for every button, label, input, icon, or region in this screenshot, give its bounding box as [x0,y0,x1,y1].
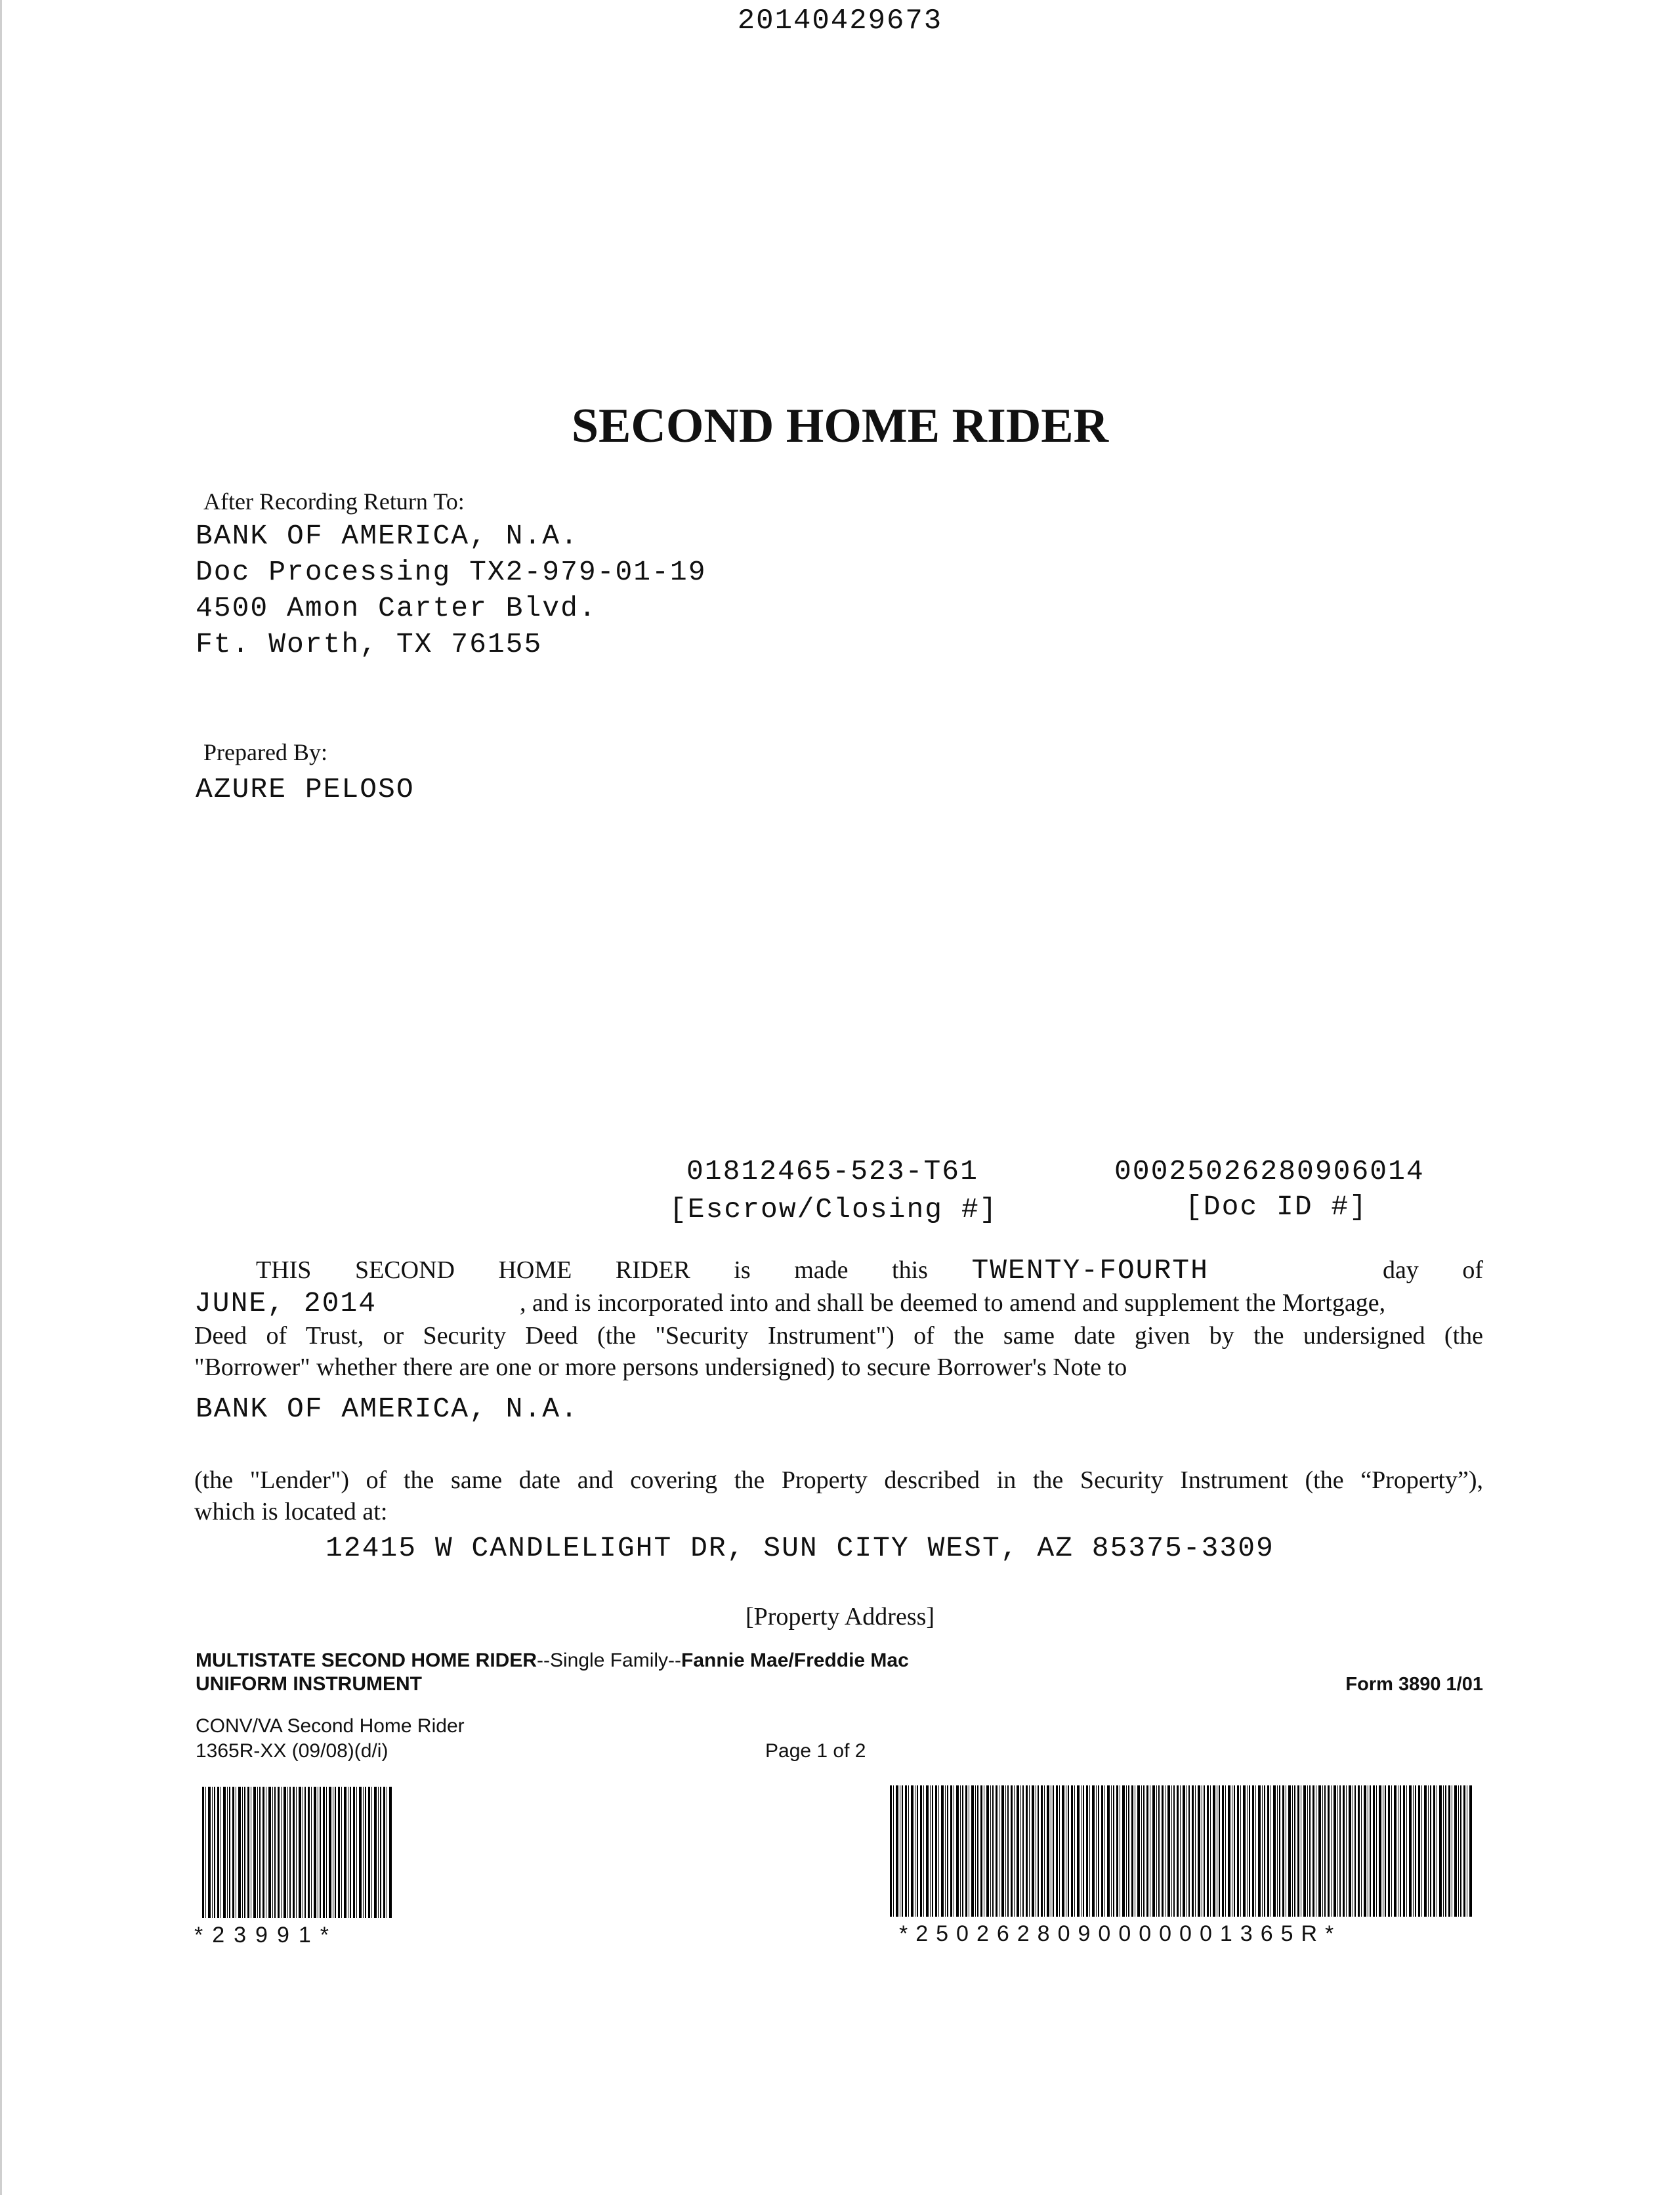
document-title: SECOND HOME RIDER [571,399,1109,453]
word: made [794,1256,849,1284]
form-line-1: CONV/VA Second Home Rider [196,1715,465,1737]
footer-title-part: Fannie Mae/Freddie Mac [681,1650,909,1671]
record-number: 20140429673 [737,5,943,37]
paragraph-line-4: "Borrower" whether there are one or more persons undersigned) to secure Borrower's Note to [194,1353,1127,1381]
return-to-label: After Recording Return To: [203,488,465,515]
word: of [1462,1256,1483,1284]
form-line-2: 1365R-XX (09/08)(d/i) [196,1740,388,1762]
return-to-line-1: BANK OF AMERICA, N.A. [196,520,579,552]
word: this [892,1256,928,1284]
word: is [734,1256,751,1284]
property-address-label: [Property Address] [745,1603,935,1630]
paragraph-text: , and is incorporated into and shall be deemed to amend and supplement the Mortgage, [520,1289,1386,1317]
footer-form-title [196,1649,909,1696]
prepared-by-name: AZURE PELOSO [196,773,415,805]
return-to-line-3: 4500 Amon Carter Blvd. [196,592,597,624]
paragraph-line-2 [194,1288,1483,1319]
return-to-line-2: Doc Processing TX2-979-01-19 [196,556,707,588]
property-address: 12415 W CANDLELIGHT DR, SUN CITY WEST, AZ 85375-3309 [326,1532,1274,1564]
word: HOME [498,1256,572,1284]
day-value: TWENTY-FOURTH [971,1254,1209,1287]
word: day [1382,1256,1419,1284]
word: RIDER [615,1256,690,1284]
barcode-1 [202,1787,392,1918]
paragraph-line-3: Deed of Trust, or Security Deed (the "Security Instrument") of the same date given by the undersigned (the [194,1322,1483,1350]
footer-title-part: UNIFORM INSTRUMENT [196,1673,422,1695]
form-number: Form 3890 1/01 [1345,1674,1483,1695]
date-value: JUNE, 2014 [194,1287,377,1319]
return-to-line-4: Ft. Worth, TX 76155 [196,628,543,660]
paragraph-line-6: which is located at: [194,1498,388,1525]
footer-title-part: MULTISTATE SECOND HOME RIDER [196,1650,537,1671]
barcode-2 [890,1785,1473,1917]
doc-id-number: 00025026280906014 [1114,1155,1425,1187]
doc-id-label: [Doc ID #] [1185,1191,1368,1223]
escrow-label: [Escrow/Closing #] [669,1193,998,1225]
paragraph-line-1 [256,1255,1483,1286]
page-number: Page 1 of 2 [765,1740,866,1762]
prepared-by-label: Prepared By: [203,739,327,765]
scan-edge [0,0,2,2195]
paragraph-line-5: (the "Lender") of the same date and covering the Property described in the Security Instrument (the “Property”), [194,1466,1483,1494]
footer-title-part: --Single Family-- [537,1650,682,1671]
barcode-2-text: *2502628090000001365R* [899,1921,1342,1946]
lender-name: BANK OF AMERICA, N.A. [196,1393,579,1425]
word: SECOND [354,1256,455,1284]
escrow-number: 01812465-523-T61 [686,1155,978,1187]
word: THIS [256,1256,312,1284]
barcode-1-text: *23991* [194,1923,339,1948]
